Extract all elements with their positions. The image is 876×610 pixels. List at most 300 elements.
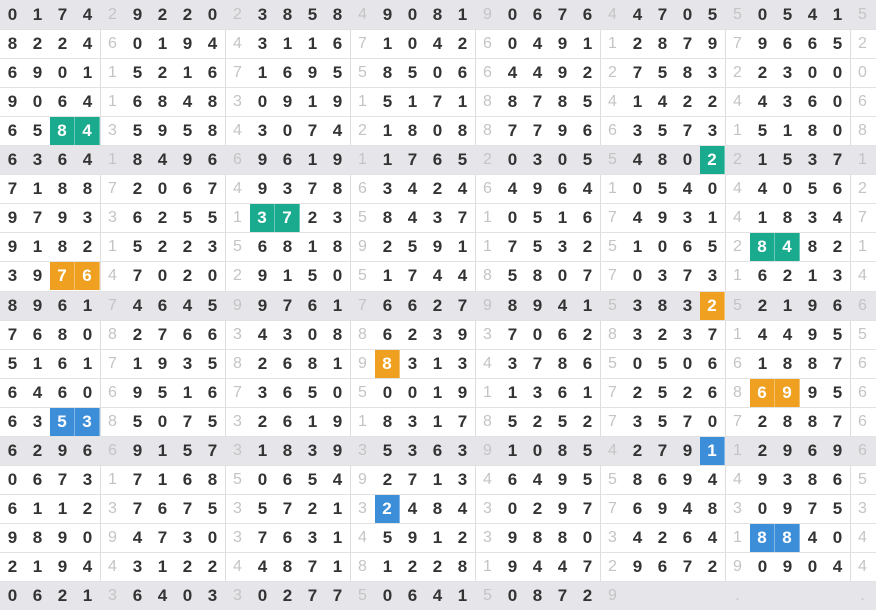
digit-cell[interactable]: 7 bbox=[282, 295, 293, 315]
digit-cell[interactable]: 4 bbox=[707, 469, 718, 489]
digit-cell[interactable]: 7 bbox=[57, 5, 68, 24]
digit-cell[interactable]: 8 bbox=[282, 5, 293, 24]
digit-cell[interactable]: 9 bbox=[407, 527, 418, 547]
digit-cell[interactable]: 9 bbox=[657, 208, 668, 228]
digit-cell[interactable]: 9 bbox=[332, 150, 343, 170]
digit-cell[interactable]: 9 bbox=[807, 324, 818, 344]
digit-cell[interactable]: 4 bbox=[407, 208, 418, 228]
digit-cell[interactable]: 6 bbox=[682, 527, 693, 547]
digit-cell[interactable]: 2 bbox=[307, 498, 318, 518]
digit-cell[interactable]: 3 bbox=[82, 208, 93, 228]
digit-cell[interactable]: 6 bbox=[7, 150, 18, 170]
digit-cell[interactable]: 9 bbox=[757, 34, 768, 54]
digit-cell[interactable]: 7 bbox=[407, 266, 418, 286]
digit-cell[interactable]: 1 bbox=[382, 150, 393, 170]
digit-cell[interactable]: 6 bbox=[832, 295, 843, 315]
digit-cell[interactable]: 6 bbox=[7, 498, 18, 518]
digit-cell[interactable]: 1 bbox=[432, 382, 443, 402]
digit-cell[interactable]: 4 bbox=[632, 208, 643, 228]
digit-cell[interactable]: 4 bbox=[432, 266, 443, 286]
digit-cell[interactable]: 2 bbox=[632, 440, 643, 460]
digit-cell[interactable]: 6 bbox=[157, 295, 168, 315]
digit-cell[interactable]: 6 bbox=[7, 382, 18, 402]
digit-cell[interactable]: 1 bbox=[407, 92, 418, 112]
digit-cell[interactable]: 8 bbox=[382, 63, 393, 83]
digit-cell[interactable]: 5 bbox=[382, 440, 393, 460]
digit-cell[interactable]: 1 bbox=[457, 5, 468, 24]
digit-cell[interactable]: 2 bbox=[257, 411, 268, 431]
digit-cell[interactable]: 0 bbox=[757, 556, 768, 576]
digit-cell[interactable]: 2 bbox=[757, 63, 768, 83]
digit-cell[interactable]: 0 bbox=[682, 5, 693, 24]
digit-cell[interactable]: 8 bbox=[557, 92, 568, 112]
digit-cell[interactable]: 0 bbox=[332, 266, 343, 286]
digit-cell[interactable]: 2 bbox=[532, 411, 543, 431]
digit-cell[interactable]: 1 bbox=[307, 34, 318, 54]
digit-cell[interactable]: 7 bbox=[132, 498, 143, 518]
digit-cell[interactable]: 2 bbox=[282, 586, 293, 605]
digit-cell[interactable]: 9 bbox=[657, 498, 668, 518]
digit-cell[interactable]: 8 bbox=[332, 5, 343, 24]
digit-cell[interactable]: 5 bbox=[32, 121, 43, 141]
digit-cell[interactable]: 5 bbox=[707, 237, 718, 257]
digit-cell[interactable]: 0 bbox=[832, 527, 843, 547]
digit-cell[interactable]: 3 bbox=[182, 353, 193, 373]
digit-cell[interactable]: 3 bbox=[782, 92, 793, 112]
digit-cell[interactable]: 0 bbox=[407, 5, 418, 24]
digit-cell[interactable]: 3 bbox=[132, 556, 143, 576]
digit-cell[interactable]: 8 bbox=[707, 498, 718, 518]
digit-cell[interactable]: 7 bbox=[832, 150, 843, 170]
digit-cell[interactable]: 1 bbox=[307, 150, 318, 170]
digit-cell[interactable]: 9 bbox=[807, 382, 818, 402]
digit-cell[interactable]: 9 bbox=[157, 121, 168, 141]
digit-cell[interactable]: 5 bbox=[707, 5, 718, 24]
digit-cell[interactable]: 6 bbox=[332, 34, 343, 54]
digit-cell[interactable]: 8 bbox=[32, 527, 43, 547]
digit-cell[interactable]: 0 bbox=[432, 63, 443, 83]
digit-cell[interactable]: 1 bbox=[382, 266, 393, 286]
digit-cell[interactable]: 1 bbox=[257, 63, 268, 83]
digit-cell[interactable]: 2 bbox=[7, 556, 18, 576]
digit-cell[interactable]: 2 bbox=[157, 237, 168, 257]
digit-cell[interactable]: 1 bbox=[782, 121, 793, 141]
digit-cell[interactable]: 5 bbox=[657, 353, 668, 373]
digit-cell[interactable]: 5 bbox=[532, 208, 543, 228]
digit-cell[interactable]: 1 bbox=[807, 266, 818, 286]
digit-cell[interactable]: 0 bbox=[7, 469, 18, 489]
digit-cell[interactable]: 4 bbox=[82, 556, 93, 576]
digit-cell[interactable]: 3 bbox=[257, 382, 268, 402]
digit-cell[interactable]: 1 bbox=[432, 469, 443, 489]
digit-cell[interactable]: 5 bbox=[582, 440, 593, 460]
digit-cell[interactable]: 7 bbox=[707, 324, 718, 344]
digit-cell[interactable]: 1 bbox=[582, 295, 593, 315]
digit-cell[interactable]: 9 bbox=[332, 411, 343, 431]
digit-cell[interactable]: 5 bbox=[307, 382, 318, 402]
digit-cell[interactable]: 3 bbox=[82, 469, 93, 489]
digit-cell[interactable]: 5 bbox=[782, 150, 793, 170]
digit-cell[interactable]: 7 bbox=[682, 266, 693, 286]
digit-cell[interactable]: 7 bbox=[582, 556, 593, 576]
digit-cell[interactable]: 3 bbox=[307, 440, 318, 460]
digit-cell[interactable]: 8 bbox=[750, 232, 775, 261]
digit-cell[interactable]: 5 bbox=[407, 237, 418, 257]
digit-cell[interactable]: 4 bbox=[457, 266, 468, 286]
digit-cell[interactable]: 4 bbox=[532, 63, 543, 83]
digit-cell[interactable]: 0 bbox=[257, 586, 268, 605]
digit-cell[interactable]: 1 bbox=[382, 556, 393, 576]
digit-cell[interactable]: 2 bbox=[582, 411, 593, 431]
digit-cell[interactable]: 9 bbox=[432, 237, 443, 257]
digit-cell[interactable]: 6 bbox=[282, 382, 293, 402]
digit-cell[interactable]: 3 bbox=[682, 295, 693, 315]
digit-cell[interactable]: 2 bbox=[307, 208, 318, 228]
digit-cell[interactable]: 1 bbox=[32, 237, 43, 257]
digit-cell[interactable]: 1 bbox=[557, 208, 568, 228]
digit-cell[interactable]: 1 bbox=[157, 440, 168, 460]
digit-cell[interactable]: 9 bbox=[282, 92, 293, 112]
digit-cell[interactable]: 4 bbox=[582, 179, 593, 199]
digit-cell[interactable]: 2 bbox=[832, 237, 843, 257]
digit-cell[interactable]: 3 bbox=[432, 324, 443, 344]
digit-cell[interactable]: 6 bbox=[807, 34, 818, 54]
digit-cell[interactable]: 2 bbox=[32, 34, 43, 54]
digit-cell[interactable]: 0 bbox=[82, 324, 93, 344]
digit-cell[interactable]: 6 bbox=[457, 63, 468, 83]
digit-cell[interactable]: 9 bbox=[332, 440, 343, 460]
digit-cell[interactable]: 8 bbox=[57, 237, 68, 257]
digit-cell[interactable]: 2 bbox=[182, 237, 193, 257]
digit-cell[interactable]: 1 bbox=[457, 92, 468, 112]
digit-cell[interactable]: 0 bbox=[132, 34, 143, 54]
digit-cell[interactable]: 8 bbox=[632, 469, 643, 489]
digit-cell[interactable]: 5 bbox=[582, 150, 593, 170]
digit-cell[interactable]: 4 bbox=[82, 92, 93, 112]
digit-cell[interactable]: 3 bbox=[682, 324, 693, 344]
digit-cell[interactable]: 7 bbox=[657, 440, 668, 460]
digit-cell[interactable]: 0 bbox=[682, 150, 693, 170]
digit-cell[interactable]: 6 bbox=[382, 324, 393, 344]
digit-cell[interactable]: 4 bbox=[632, 527, 643, 547]
digit-cell[interactable]: 9 bbox=[57, 208, 68, 228]
digit-cell[interactable]: 1 bbox=[382, 121, 393, 141]
digit-cell[interactable]: 6 bbox=[57, 150, 68, 170]
digit-cell[interactable]: 0 bbox=[407, 34, 418, 54]
digit-cell[interactable]: 9 bbox=[682, 469, 693, 489]
digit-cell[interactable]: 1 bbox=[700, 436, 725, 465]
digit-cell[interactable]: 6 bbox=[557, 382, 568, 402]
digit-cell[interactable]: 9 bbox=[57, 556, 68, 576]
digit-cell[interactable]: 8 bbox=[457, 556, 468, 576]
digit-cell[interactable]: 2 bbox=[657, 527, 668, 547]
digit-cell[interactable]: 1 bbox=[157, 469, 168, 489]
digit-cell[interactable]: 8 bbox=[807, 121, 818, 141]
digit-cell[interactable]: 8 bbox=[657, 295, 668, 315]
digit-cell[interactable]: 0 bbox=[632, 353, 643, 373]
digit-cell[interactable]: 6 bbox=[207, 150, 218, 170]
digit-cell[interactable]: 4 bbox=[157, 150, 168, 170]
digit-cell[interactable]: 9 bbox=[557, 121, 568, 141]
digit-cell[interactable]: 7 bbox=[332, 586, 343, 605]
digit-cell[interactable]: 4 bbox=[157, 586, 168, 605]
digit-cell[interactable]: 9 bbox=[132, 382, 143, 402]
digit-cell[interactable]: 3 bbox=[832, 266, 843, 286]
digit-cell[interactable]: 2 bbox=[375, 494, 400, 523]
digit-cell[interactable]: 4 bbox=[82, 150, 93, 170]
digit-cell[interactable]: 0 bbox=[632, 266, 643, 286]
digit-cell[interactable]: 5 bbox=[257, 498, 268, 518]
digit-cell[interactable]: 2 bbox=[132, 179, 143, 199]
digit-cell[interactable] bbox=[750, 581, 775, 610]
digit-cell[interactable]: 4 bbox=[407, 498, 418, 518]
digit-cell[interactable]: 9 bbox=[782, 556, 793, 576]
digit-cell[interactable]: 1 bbox=[707, 208, 718, 228]
digit-cell[interactable]: 5 bbox=[657, 121, 668, 141]
digit-cell[interactable]: 6 bbox=[182, 469, 193, 489]
digit-cell[interactable]: 3 bbox=[532, 382, 543, 402]
digit-cell[interactable]: 9 bbox=[7, 208, 18, 228]
digit-cell[interactable]: 2 bbox=[132, 324, 143, 344]
digit-cell[interactable]: 4 bbox=[82, 5, 93, 24]
digit-cell[interactable]: 4 bbox=[32, 382, 43, 402]
digit-cell[interactable]: 7 bbox=[557, 5, 568, 24]
digit-cell[interactable]: 6 bbox=[632, 498, 643, 518]
digit-cell[interactable]: 2 bbox=[582, 586, 593, 605]
digit-cell[interactable]: 1 bbox=[82, 295, 93, 315]
digit-cell[interactable]: 5 bbox=[207, 498, 218, 518]
digit-cell[interactable]: 5 bbox=[657, 63, 668, 83]
digit-cell[interactable]: 0 bbox=[557, 150, 568, 170]
digit-cell[interactable]: 8 bbox=[557, 353, 568, 373]
digit-cell[interactable]: 0 bbox=[582, 527, 593, 547]
digit-cell[interactable]: 8 bbox=[7, 295, 18, 315]
digit-cell[interactable]: 8 bbox=[657, 150, 668, 170]
digit-cell[interactable]: 9 bbox=[382, 5, 393, 24]
digit-cell[interactable]: 2 bbox=[700, 145, 725, 174]
digit-cell[interactable]: 9 bbox=[182, 150, 193, 170]
digit-cell[interactable]: 1 bbox=[57, 498, 68, 518]
digit-cell[interactable]: 7 bbox=[407, 469, 418, 489]
digit-cell[interactable]: 3 bbox=[457, 469, 468, 489]
digit-cell[interactable]: 0 bbox=[7, 586, 18, 605]
digit-cell[interactable]: 7 bbox=[307, 121, 318, 141]
digit-cell[interactable]: 9 bbox=[32, 266, 43, 286]
digit-cell[interactable]: 9 bbox=[157, 353, 168, 373]
digit-cell[interactable]: 2 bbox=[707, 92, 718, 112]
digit-cell[interactable]: 6 bbox=[207, 324, 218, 344]
digit-cell[interactable]: 6 bbox=[282, 527, 293, 547]
digit-cell[interactable]: 1 bbox=[632, 237, 643, 257]
digit-cell[interactable]: 5 bbox=[50, 407, 75, 436]
digit-cell[interactable] bbox=[825, 581, 850, 610]
digit-cell[interactable]: 4 bbox=[257, 556, 268, 576]
digit-cell[interactable]: 8 bbox=[382, 208, 393, 228]
digit-cell[interactable]: 9 bbox=[457, 382, 468, 402]
digit-cell[interactable]: 3 bbox=[407, 353, 418, 373]
digit-cell[interactable]: 6 bbox=[557, 324, 568, 344]
digit-cell[interactable]: 3 bbox=[257, 34, 268, 54]
digit-cell[interactable]: 5 bbox=[407, 63, 418, 83]
digit-cell[interactable]: 6 bbox=[57, 92, 68, 112]
digit-cell[interactable]: 3 bbox=[532, 150, 543, 170]
digit-cell[interactable] bbox=[700, 581, 725, 610]
digit-cell[interactable]: 0 bbox=[832, 92, 843, 112]
digit-cell[interactable]: 7 bbox=[507, 324, 518, 344]
digit-cell[interactable]: 1 bbox=[382, 34, 393, 54]
digit-cell[interactable]: 6 bbox=[32, 586, 43, 605]
digit-cell[interactable]: 6 bbox=[532, 5, 543, 24]
digit-cell[interactable]: 3 bbox=[707, 63, 718, 83]
digit-cell[interactable]: 2 bbox=[707, 556, 718, 576]
digit-cell[interactable]: 4 bbox=[532, 34, 543, 54]
digit-cell[interactable]: 0 bbox=[407, 382, 418, 402]
digit-cell[interactable]: 9 bbox=[807, 295, 818, 315]
digit-cell[interactable]: 7 bbox=[682, 34, 693, 54]
digit-cell[interactable]: 5 bbox=[307, 266, 318, 286]
digit-cell[interactable] bbox=[625, 581, 650, 610]
digit-cell[interactable]: 2 bbox=[57, 34, 68, 54]
digit-cell[interactable]: 0 bbox=[207, 527, 218, 547]
digit-cell[interactable]: 9 bbox=[782, 498, 793, 518]
digit-cell[interactable]: 3 bbox=[407, 440, 418, 460]
digit-cell[interactable]: 7 bbox=[257, 527, 268, 547]
digit-cell[interactable]: 2 bbox=[682, 382, 693, 402]
digit-cell[interactable]: 4 bbox=[657, 92, 668, 112]
digit-cell[interactable]: 4 bbox=[632, 150, 643, 170]
digit-cell[interactable]: 7 bbox=[457, 411, 468, 431]
digit-cell[interactable]: 9 bbox=[557, 469, 568, 489]
digit-cell[interactable]: 1 bbox=[82, 353, 93, 373]
digit-cell[interactable]: 9 bbox=[532, 179, 543, 199]
digit-cell[interactable]: 3 bbox=[782, 469, 793, 489]
digit-cell[interactable]: 0 bbox=[157, 179, 168, 199]
digit-cell[interactable]: 0 bbox=[532, 324, 543, 344]
digit-cell[interactable]: 1 bbox=[507, 382, 518, 402]
digit-cell[interactable]: 0 bbox=[507, 208, 518, 228]
digit-cell[interactable]: 7 bbox=[50, 261, 75, 290]
digit-cell[interactable]: 1 bbox=[132, 353, 143, 373]
digit-cell[interactable]: 4 bbox=[75, 116, 100, 145]
digit-cell[interactable]: 8 bbox=[782, 353, 793, 373]
digit-cell[interactable]: 7 bbox=[582, 266, 593, 286]
digit-cell[interactable]: 2 bbox=[157, 208, 168, 228]
digit-cell[interactable]: 8 bbox=[332, 179, 343, 199]
digit-cell[interactable]: 6 bbox=[582, 121, 593, 141]
digit-cell[interactable]: 6 bbox=[282, 150, 293, 170]
digit-cell[interactable]: 0 bbox=[682, 353, 693, 373]
digit-cell[interactable]: 8 bbox=[207, 469, 218, 489]
digit-cell[interactable]: 2 bbox=[757, 440, 768, 460]
digit-cell[interactable]: 5 bbox=[182, 440, 193, 460]
digit-cell[interactable]: 3 bbox=[32, 411, 43, 431]
digit-cell[interactable]: 4 bbox=[707, 527, 718, 547]
digit-cell[interactable]: 1 bbox=[582, 34, 593, 54]
digit-cell[interactable]: 7 bbox=[57, 469, 68, 489]
digit-cell[interactable]: 5 bbox=[332, 63, 343, 83]
digit-cell[interactable]: 7 bbox=[682, 121, 693, 141]
digit-cell[interactable]: 8 bbox=[457, 121, 468, 141]
digit-cell[interactable]: 9 bbox=[707, 34, 718, 54]
digit-cell[interactable]: 0 bbox=[82, 527, 93, 547]
digit-cell[interactable]: 5 bbox=[807, 179, 818, 199]
digit-cell[interactable]: 1 bbox=[582, 382, 593, 402]
digit-cell[interactable] bbox=[675, 581, 700, 610]
digit-cell[interactable]: 9 bbox=[457, 324, 468, 344]
digit-cell[interactable]: 6 bbox=[582, 353, 593, 373]
digit-cell[interactable]: 5 bbox=[832, 382, 843, 402]
digit-cell[interactable]: 4 bbox=[432, 34, 443, 54]
digit-cell[interactable]: 6 bbox=[182, 179, 193, 199]
digit-cell[interactable]: 8 bbox=[407, 121, 418, 141]
digit-cell[interactable]: 4 bbox=[207, 34, 218, 54]
digit-cell[interactable]: 8 bbox=[282, 440, 293, 460]
digit-cell[interactable]: 3 bbox=[182, 527, 193, 547]
digit-cell[interactable]: 8 bbox=[507, 295, 518, 315]
digit-cell[interactable]: 3 bbox=[282, 179, 293, 199]
digit-cell[interactable]: 6 bbox=[707, 353, 718, 373]
digit-cell[interactable]: 9 bbox=[682, 440, 693, 460]
digit-cell[interactable]: 8 bbox=[207, 121, 218, 141]
digit-cell[interactable]: 9 bbox=[557, 63, 568, 83]
digit-cell[interactable]: 0 bbox=[182, 586, 193, 605]
digit-cell[interactable]: 7 bbox=[632, 63, 643, 83]
digit-cell[interactable]: 8 bbox=[82, 179, 93, 199]
digit-cell[interactable]: 7 bbox=[307, 179, 318, 199]
digit-cell[interactable]: 7 bbox=[7, 324, 18, 344]
digit-cell[interactable]: 5 bbox=[507, 411, 518, 431]
digit-cell[interactable]: 8 bbox=[207, 92, 218, 112]
digit-cell[interactable]: 9 bbox=[32, 295, 43, 315]
digit-cell[interactable]: 0 bbox=[507, 34, 518, 54]
digit-cell[interactable]: 1 bbox=[32, 353, 43, 373]
digit-cell[interactable]: 4 bbox=[682, 498, 693, 518]
digit-cell[interactable]: 6 bbox=[132, 586, 143, 605]
digit-cell[interactable]: 9 bbox=[332, 92, 343, 112]
digit-cell[interactable]: 2 bbox=[57, 586, 68, 605]
digit-cell[interactable]: 6 bbox=[657, 469, 668, 489]
digit-cell[interactable]: 1 bbox=[432, 527, 443, 547]
digit-cell[interactable]: 2 bbox=[757, 295, 768, 315]
digit-cell[interactable]: 6 bbox=[657, 556, 668, 576]
digit-cell[interactable]: 4 bbox=[132, 527, 143, 547]
digit-cell[interactable]: 0 bbox=[157, 411, 168, 431]
digit-cell[interactable]: 3 bbox=[257, 121, 268, 141]
digit-cell[interactable]: 9 bbox=[257, 179, 268, 199]
digit-cell[interactable]: 2 bbox=[407, 556, 418, 576]
digit-cell[interactable]: 7 bbox=[182, 411, 193, 431]
digit-cell[interactable]: 4 bbox=[132, 295, 143, 315]
digit-cell[interactable]: 9 bbox=[182, 34, 193, 54]
digit-cell[interactable]: 3 bbox=[632, 324, 643, 344]
digit-cell[interactable]: 4 bbox=[257, 324, 268, 344]
digit-cell[interactable]: 9 bbox=[32, 63, 43, 83]
digit-cell[interactable]: 4 bbox=[407, 179, 418, 199]
digit-cell[interactable]: 7 bbox=[532, 92, 543, 112]
digit-cell[interactable]: 7 bbox=[532, 353, 543, 373]
digit-cell[interactable]: 6 bbox=[307, 295, 318, 315]
digit-cell[interactable]: 8 bbox=[432, 5, 443, 24]
digit-cell[interactable]: 9 bbox=[775, 378, 800, 407]
digit-cell[interactable]: 1 bbox=[82, 63, 93, 83]
digit-cell[interactable]: 6 bbox=[32, 469, 43, 489]
digit-cell[interactable]: 5 bbox=[132, 63, 143, 83]
digit-cell[interactable]: 0 bbox=[507, 150, 518, 170]
digit-cell[interactable]: 0 bbox=[207, 266, 218, 286]
digit-cell[interactable]: 5 bbox=[782, 5, 793, 24]
digit-cell[interactable]: 9 bbox=[307, 63, 318, 83]
digit-cell[interactable] bbox=[800, 581, 825, 610]
